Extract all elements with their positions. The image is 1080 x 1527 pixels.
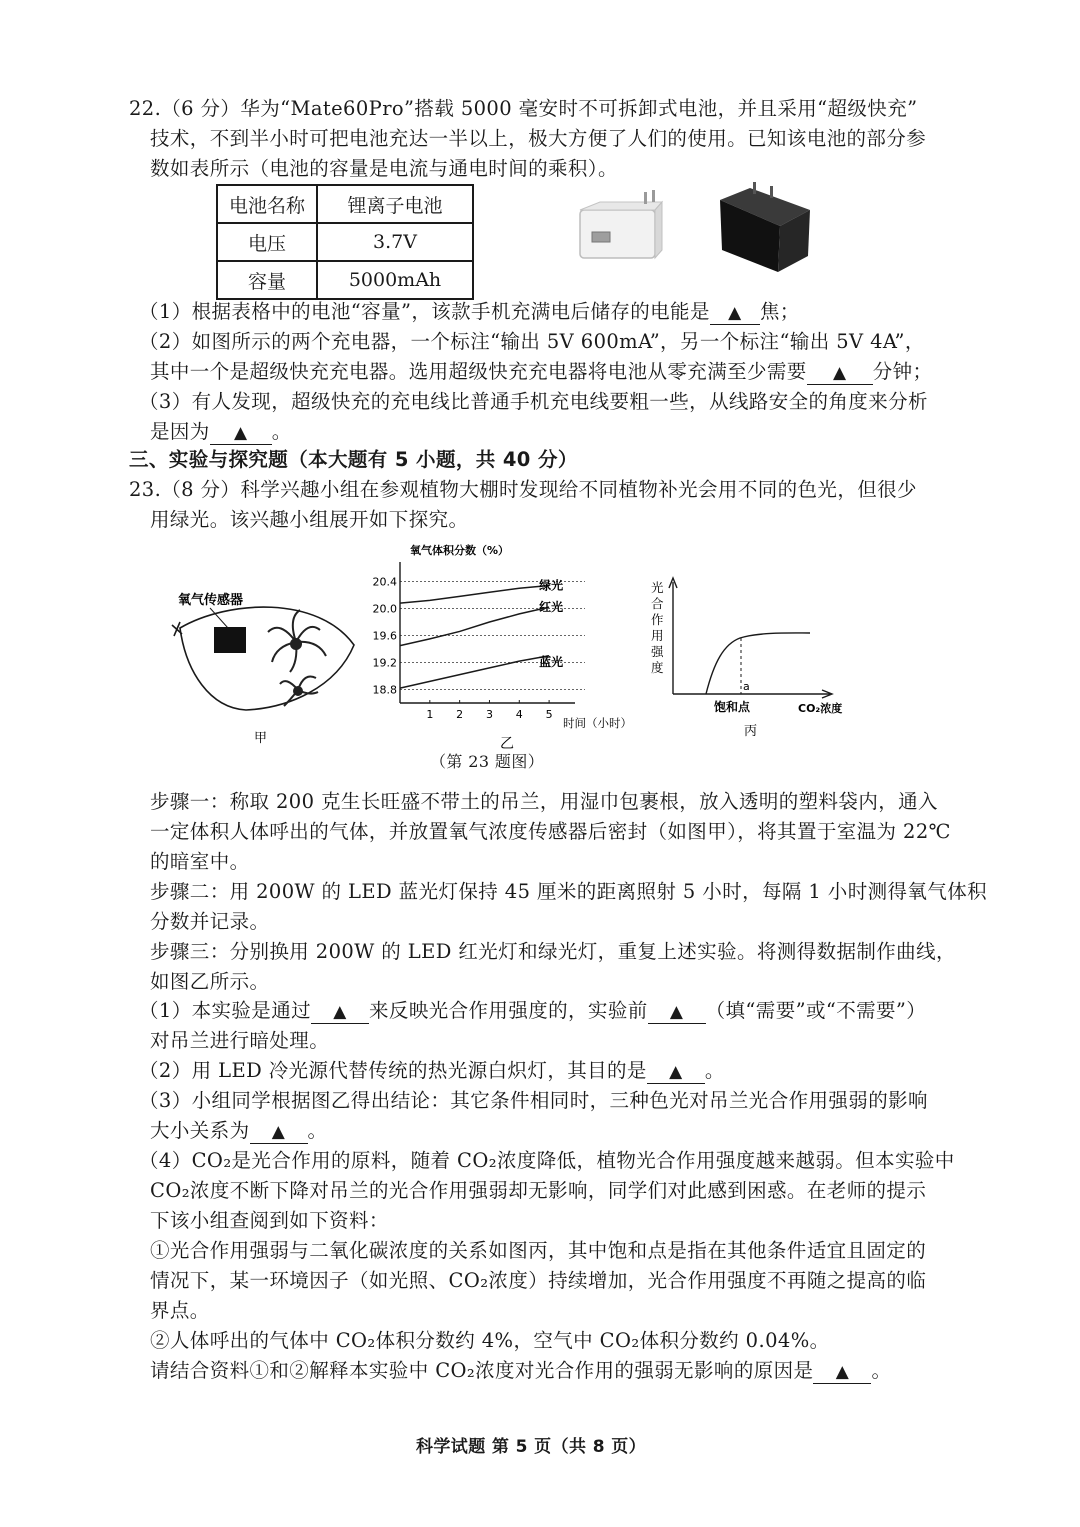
table-row (217, 223, 473, 261)
blank-triangle-icon: ▲ (233, 423, 248, 443)
step1-line-2: 一定体积人体呼出的气体，并放置氧气浓度传感器后密封（如图甲），将其置于室温为 22℃ (150, 820, 951, 843)
chart-y-tick-label: 20.4 (372, 575, 397, 589)
page-footer: 科学试题 第 5 页（共 8 页） (416, 1437, 647, 1457)
blank-triangle-icon: ▲ (669, 1002, 684, 1022)
sensor-label: 氧气传感器 (178, 593, 244, 608)
bing-curve (706, 633, 810, 694)
chart-x-label: 时间（小时） (563, 716, 632, 730)
q23-sub2 (139, 1056, 725, 1086)
chart-series-line (400, 607, 549, 645)
black-charger-image (720, 182, 810, 272)
table-cell: 5000mAh (317, 261, 473, 299)
q23-sub1-mid: 来反映光合作用强度的，实验前 (369, 999, 648, 1022)
q22-sub1-text: （1）根据表格中的电池“容量”，该款手机充满电后储存的电能是 (139, 300, 710, 323)
oxygen-sensor (214, 627, 246, 653)
q22-sub1-tail: 焦； (759, 300, 800, 323)
q23-sub1 (139, 996, 926, 1026)
chart-y-tick-label: 18.8 (372, 683, 397, 697)
step3-line-2: 如图乙所示。 (150, 970, 270, 993)
resource1-line-2: 情况下，某一环境因子（如光照、CO₂浓度）持续增加，光合作用强度不再随之提高的临 (150, 1269, 927, 1292)
answer-blank[interactable] (813, 1360, 871, 1384)
answer-blank[interactable] (311, 1000, 369, 1024)
q23-sub4-tail: 。 (871, 1359, 892, 1382)
q22-sub3-cont (150, 417, 292, 447)
q22-line-1: 22.（6 分）华为“Mate60Pro”搭载 5000 毫安时不可拆卸式电池，并且采用“超级快充” (129, 97, 918, 120)
blank-triangle-icon: ▲ (333, 1002, 347, 1022)
blank-triangle-icon: ▲ (669, 1062, 683, 1082)
chart-x-tick-label: 5 (545, 708, 553, 721)
figure-bing-label: 丙 (744, 724, 758, 739)
q23-sub2-text: （2）用 LED 冷光源代替传统的热光源白炽灯，其目的是 (139, 1059, 647, 1082)
blank-triangle-icon: ▲ (271, 1122, 286, 1142)
q23-line-2: 用绿光。该兴趣小组展开如下探究。 (150, 508, 469, 531)
resource1-line-1: ①光合作用强弱与二氧化碳浓度的关系如图丙，其中饱和点是指在其他条件适宜且固定的 (150, 1239, 927, 1262)
section-heading: 三、实验与探究题（本大题有 5 小题，共 40 分） (129, 448, 578, 471)
q22-sub2-tail: 分钟； (872, 360, 933, 383)
blank-triangle-icon: ▲ (728, 303, 742, 323)
point-a-label: a (743, 680, 750, 693)
bing-y-label-char: 度 (651, 660, 664, 675)
answer-blank[interactable] (210, 421, 272, 445)
step1-line-3: 的暗室中。 (150, 850, 250, 873)
co2-axis-label: CO₂浓度 (798, 702, 843, 715)
chart-yi (362, 540, 632, 755)
battery-table (216, 184, 474, 300)
q23-sub1-cont: 对吊兰进行暗处理。 (150, 1029, 330, 1052)
bing-y-label-char: 用 (651, 628, 664, 643)
chart-legend-label: 蓝光 (539, 654, 564, 669)
blank-triangle-icon: ▲ (832, 363, 847, 383)
q23-sub4-line-3: 下该小组查阅到如下资料： (150, 1209, 389, 1232)
q22-sub2-text: 其中一个是超级快充充电器。选用超级快充充电器将电池从零充满至少需要 (150, 360, 807, 383)
q22-sub3: （3）有人发现，超级快充的充电线比普通手机充电线要粗一些，从线路安全的角度来分析 (139, 390, 928, 413)
step1-line-1: 步骤一：称取 200 克生长旺盛不带土的吊兰，用湿巾包裹根，放入透明的塑料袋内，通入 (150, 790, 938, 813)
chart-y-tick-label: 19.2 (372, 656, 397, 670)
bing-y-label-char: 合 (651, 596, 664, 611)
table-cell: 容量 (217, 261, 317, 299)
chart-x-tick-label: 2 (456, 708, 464, 721)
resource2-line: ②人体呼出的气体中 CO₂体积分数约 4%，空气中 CO₂体积分数约 0.04%。 (150, 1329, 830, 1352)
figure-caption: （第 23 题图） (430, 752, 545, 771)
table-cell: 电压 (217, 223, 317, 261)
q23-sub4-line-2: CO₂浓度不断下降对吊兰的光合作用强弱却无影响，同学们对此感到困惑。在老师的提示 (150, 1179, 927, 1202)
q23-sub1-text: （1）本实验是通过 (139, 999, 312, 1022)
chart-legend-label: 绿光 (539, 578, 564, 593)
q23-sub3: （3）小组同学根据图乙得出结论：其它条件相同时，三种色光对吊兰光合作用强弱的影响 (139, 1089, 928, 1112)
q22-sub2-cont (150, 357, 932, 387)
q23-sub4-text: 请结合资料①和②解释本实验中 CO₂浓度对光合作用的强弱无影响的原因是 (150, 1359, 814, 1382)
step2-line-2: 分数并记录。 (150, 910, 270, 933)
answer-blank[interactable] (710, 301, 760, 325)
bing-y-label-char: 作 (651, 612, 664, 627)
plant-icon (268, 610, 326, 672)
chart-title: 氧气体积分数（%） (410, 544, 510, 557)
answer-blank[interactable] (647, 1060, 705, 1084)
table-cell: 锂离子电池 (317, 185, 473, 223)
step2-line-1: 步骤二：用 200W 的 LED 蓝光灯保持 45 厘米的距离照射 5 小时，每隔 1 小时测得氧气体积 (150, 880, 987, 903)
chart-series-line (400, 586, 549, 604)
chart-x-tick-label: 3 (485, 708, 493, 721)
answer-blank[interactable] (807, 361, 873, 385)
q22-line-3: 数如表所示（电池的容量是电流与通电时间的乘积）。 (150, 157, 618, 180)
chart-y-tick-label: 20.0 (372, 602, 397, 616)
saturation-label: 饱和点 (714, 700, 751, 714)
q22-sub2: （2）如图所示的两个充电器，一个标注“输出 5V 600mA”，另一个标注“输出 5V 4A”， (139, 330, 925, 353)
bing-y-label-char: 强 (651, 644, 664, 659)
table-cell: 3.7V (317, 223, 473, 261)
blank-triangle-icon: ▲ (835, 1362, 850, 1382)
chart-y-tick-label: 19.6 (372, 629, 397, 643)
q23-sub3-cont (150, 1116, 327, 1146)
chart-x-tick-label: 1 (426, 708, 434, 721)
chart-series-line (400, 656, 549, 688)
answer-blank[interactable] (250, 1120, 308, 1144)
table-row (217, 185, 473, 223)
table-row (217, 261, 473, 299)
resource1-line-3: 界点。 (150, 1299, 210, 1322)
chart-legend-label: 红光 (539, 600, 564, 615)
q23-sub4-question (150, 1356, 891, 1386)
q22-sub3-text: 是因为 (150, 420, 210, 443)
chart-x-tick-label: 4 (515, 708, 523, 721)
table-cell: 电池名称 (217, 185, 317, 223)
q22-sub1 (139, 297, 800, 327)
step3-line-1: 步骤三：分别换用 200W 的 LED 红光灯和绿光灯，重复上述实验。将测得数据制作曲线， (150, 940, 956, 963)
white-charger-image (580, 190, 662, 258)
q23-sub3-tail: 。 (307, 1119, 328, 1142)
q22-line-2: 技术，不到半小时可把电池充达一半以上，极大方便了人们的使用。已知该电池的部分参 (150, 127, 927, 150)
chargers-illustration (570, 180, 820, 280)
q23-line-1: 23.（8 分）科学兴趣小组在参观植物大棚时发现给不同植物补光会用不同的色光，但很少 (129, 478, 917, 501)
q23-sub4-line-1: （4）CO₂是光合作用的原料，随着 CO₂浓度降低，植物光合作用强度越来越弱。但本实验中 (139, 1149, 955, 1172)
figure-jia-label: 甲 (254, 731, 268, 746)
figure-bing (640, 572, 865, 744)
q23-sub1-tail: （填“需要”或“不需要”） (705, 999, 927, 1022)
q22-sub3-tail: 。 (271, 420, 292, 443)
chart-gridlines (400, 582, 585, 690)
bing-y-label-char: 光 (651, 580, 664, 595)
chart-series (400, 578, 563, 689)
figure-jia (168, 580, 363, 750)
chart-y-ticks (373, 576, 398, 697)
answer-blank[interactable] (648, 1000, 706, 1024)
chart-yi-label: 乙 (500, 736, 514, 752)
q23-sub2-tail: 。 (704, 1059, 725, 1082)
plastic-bag-outline (180, 607, 354, 710)
q23-sub3-text: 大小关系为 (150, 1119, 250, 1142)
